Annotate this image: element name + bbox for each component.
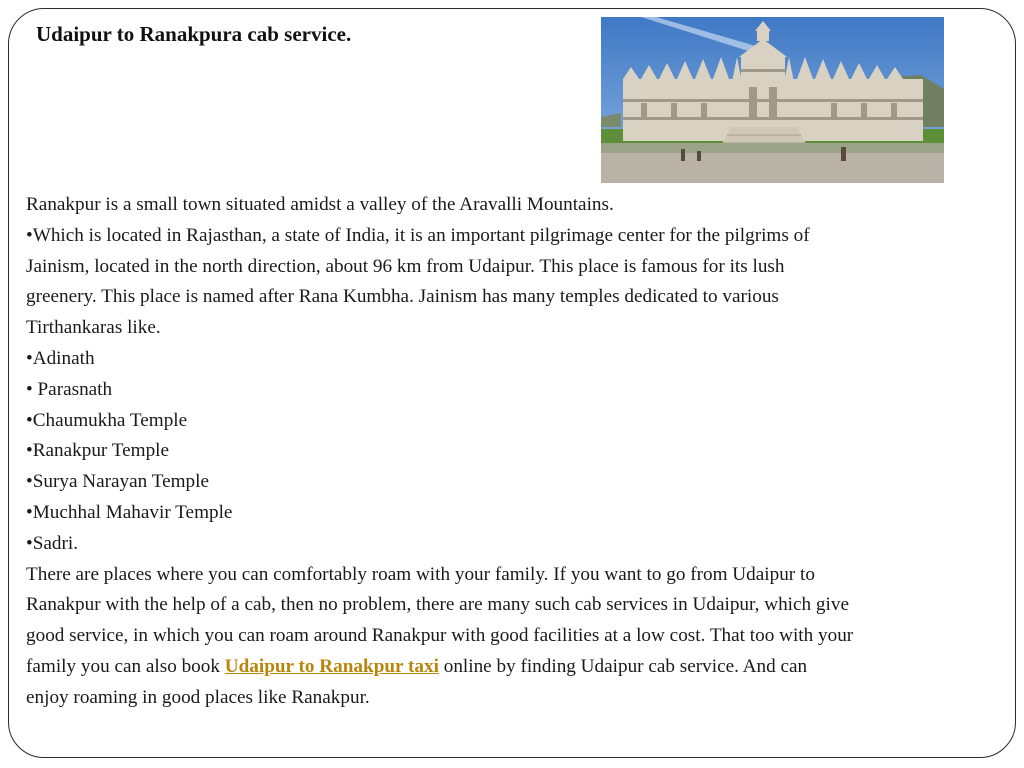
ranakpur-temple-photo [601, 17, 944, 183]
temple-list-item: •Surya Narayan Temple [26, 471, 209, 493]
temple-list-item: •Chaumukha Temple [26, 409, 188, 431]
intro-paragraph: Ranakpur is a small town situated amidst a valley of the Aravalli Mountains. [26, 194, 614, 215]
temple-list-item: •Sadri. [26, 532, 79, 554]
description-line: greenery. This place is named after Rana Kumbha. Jainism has many temples dedicated to various [26, 286, 779, 308]
slide-body [26, 190, 1016, 714]
temple-list-item: •Muchhal Mahavir Temple [26, 501, 233, 523]
temple-list-item: •Ranakpur Temple [26, 440, 170, 462]
description-line: Tirthankaras like. [26, 317, 161, 339]
temple-list-item: •Adinath [26, 347, 95, 369]
closing-text-before-link: family you can also book [26, 655, 225, 677]
description-line: Jainism, located in the north direction, about 96 km from Udaipur. This place is famous for its lush [26, 255, 785, 277]
closing-text-after-link: online by finding Udaipur cab service. And can [438, 655, 808, 677]
closing-line: Ranakpur with the help of a cab, then no problem, there are many such cab services in Udaipur, which give [26, 594, 849, 616]
temple-list-item: • Parasnath [26, 378, 113, 400]
slide-title: Udaipur to Ranakpura cab service. [36, 22, 352, 46]
description-line: •Which is located in Rajasthan, a state of India, it is an important pilgrimage center for the pilgrims of [26, 224, 810, 246]
closing-line: enjoy roaming in good places like Ranakpur. [26, 686, 370, 708]
udaipur-to-ranakpur-taxi-link[interactable]: Udaipur to Ranakpur taxi [224, 655, 439, 677]
closing-line: There are places where you can comfortably roam with your family. If you want to go from Udaipur to [26, 563, 815, 585]
closing-line-with-link [26, 652, 1016, 683]
closing-line: good service, in which you can roam around Ranakpur with good facilities at a low cost. That too with your [26, 625, 854, 647]
